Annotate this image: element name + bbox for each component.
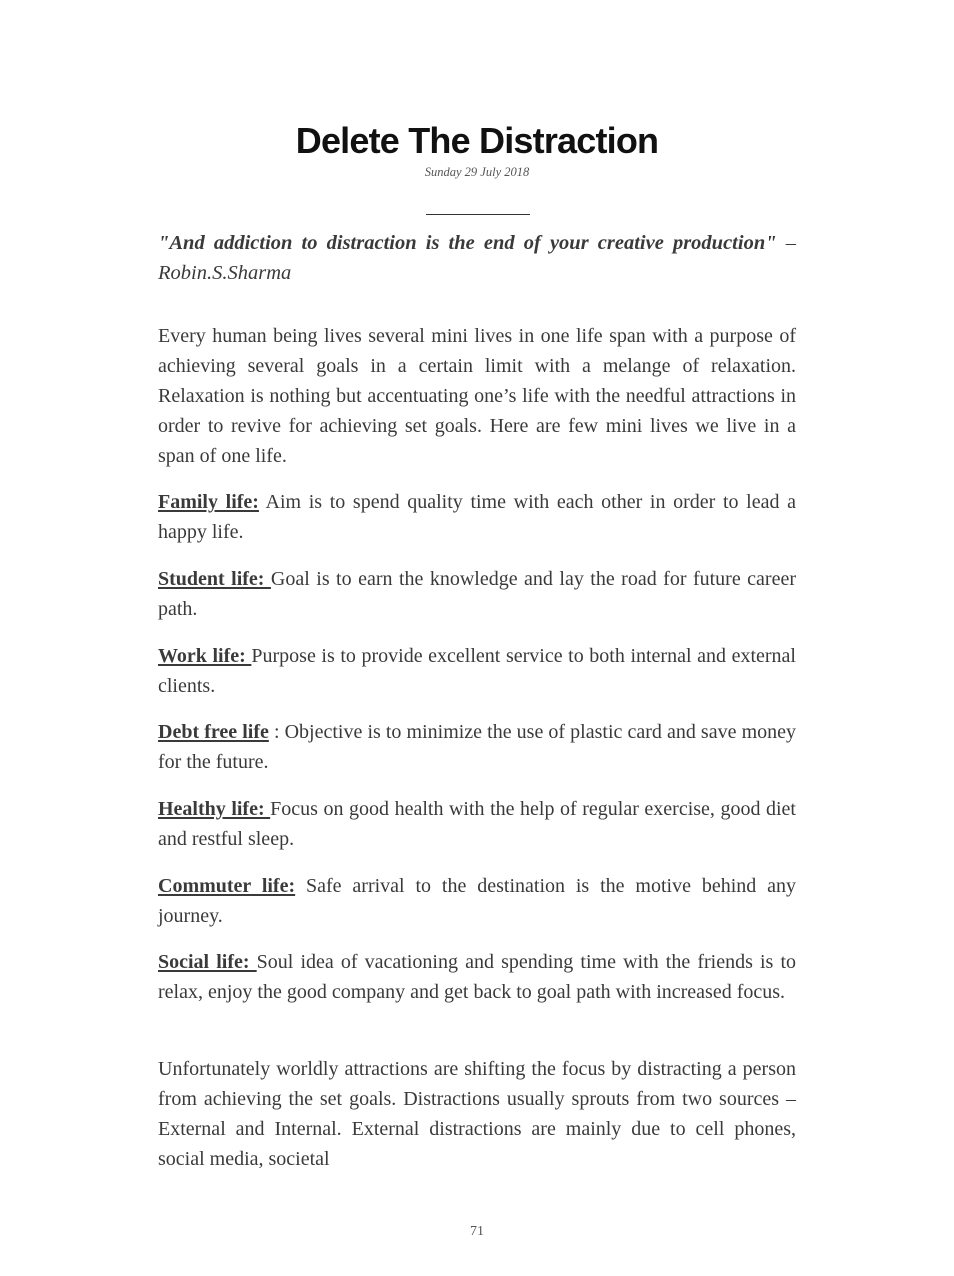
quote-text: "And addiction to distraction is the end of your creative production" (158, 232, 777, 254)
life-term: Debt free life (158, 721, 269, 743)
intro-paragraph: Every human being lives several mini lives in one life span with a purpose of achieving several goals in a certain limit with a melange of relaxation. Relaxation is nothing but accentuating one’s life with the needful attractions in order to revive for achieving set goals. Here are few mini lives we live in a span of one life. (158, 325, 796, 467)
post-date: Sunday 29 July 2018 (424, 165, 530, 179)
life-term: Commuter life: (158, 875, 296, 897)
title-divider (426, 214, 530, 215)
page-title: Delete The Distraction (295, 120, 659, 161)
life-desc: Focus on good health with the help of regular exercise, good diet and restful sleep. (158, 798, 796, 850)
life-work (158, 641, 796, 701)
life-family (158, 487, 796, 547)
life-term: Work life: (158, 645, 252, 667)
life-social (158, 947, 796, 1007)
closing-paragraph: Unfortunately worldly attractions are shifting the focus by distracting a person from achieving the set goals. Distractions usually sprouts from two sources – External and Internal. External distractions are mainly due to cell phones, social media, societal (158, 1058, 796, 1170)
epigraph-quote (158, 228, 796, 288)
life-desc: Aim is to spend quality time with each other in order to lead a happy life. (158, 491, 796, 543)
life-term: Family life: (158, 491, 259, 513)
quote-attribution: – Robin.S.Sharma (158, 232, 796, 284)
life-desc: : Objective is to minimize the use of plastic card and save money for the future. (158, 721, 796, 773)
page-number: 71 (470, 1224, 484, 1239)
life-desc: Goal is to earn the knowledge and lay the road for future career path. (158, 568, 796, 620)
life-healthy (158, 794, 796, 854)
life-commuter (158, 871, 796, 931)
life-student (158, 564, 796, 624)
life-desc: Safe arrival to the destination is the motive behind any journey. (158, 875, 797, 927)
life-debt-free (158, 717, 796, 777)
life-term: Student life: (158, 568, 271, 590)
life-desc: Purpose is to provide excellent service to both internal and external clients. (158, 645, 796, 697)
life-term: Social life: (158, 951, 257, 973)
life-desc: Soul idea of vacationing and spending time with the friends is to relax, enjoy the good company and get back to goal path with increased focus. (158, 951, 796, 1003)
life-term: Healthy life: (158, 798, 271, 820)
